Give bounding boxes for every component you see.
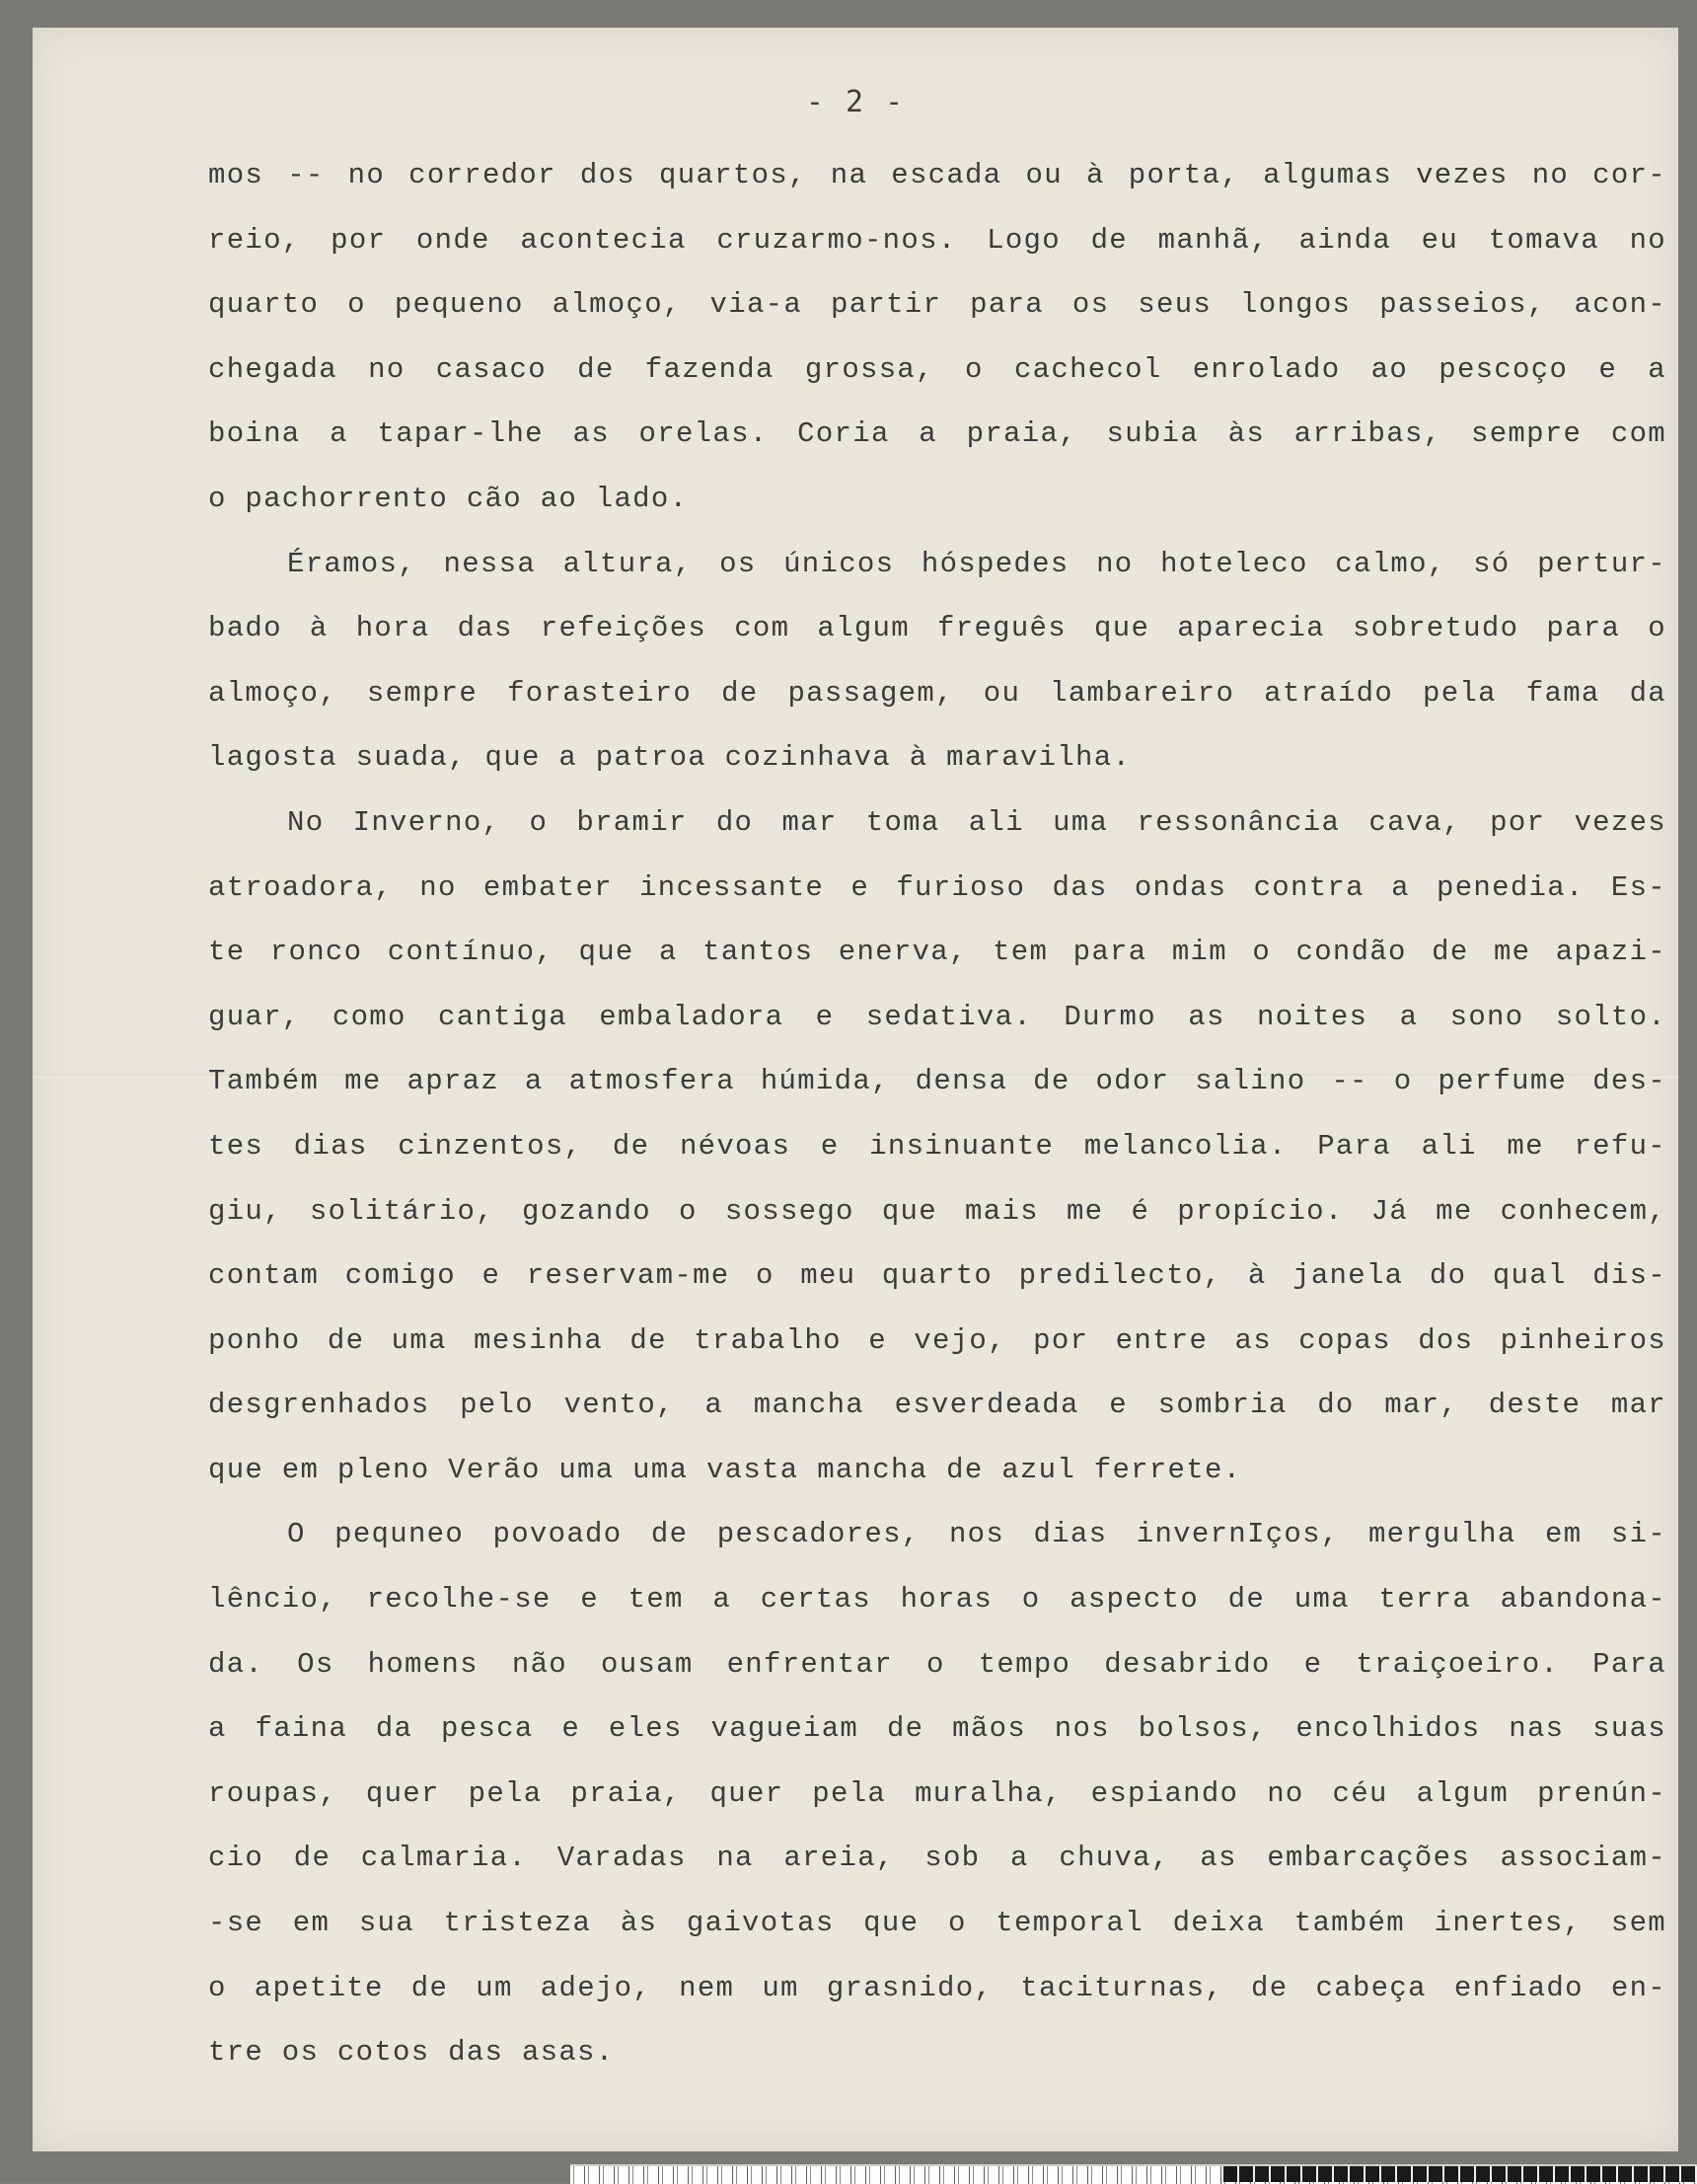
text-line: tes dias cinzentos, de névoas e insinuante melancolia. Para ali me refu-	[208, 1129, 1666, 1163]
text-line: roupas, quer pela praia, quer pela muralha, espiando no céu algum prenún-	[208, 1776, 1666, 1810]
text-line: a faina da pesca e eles vagueiam de mãos nos bolsos, encolhidos nas suas	[208, 1712, 1666, 1746]
text-line: chegada no casaco de fazenda grossa, o cachecol enrolado ao pescoço e a	[208, 352, 1666, 386]
text-line: contam comigo e reservam-me o meu quarto predilecto, à janela do qual dis-	[208, 1259, 1666, 1293]
text-line: te ronco contínuo, que a tantos enerva, tem para mim o condão de me apazi-	[208, 936, 1666, 969]
text-line: bado à hora das refeições com algum freguês que aparecia sobretudo para o	[208, 612, 1666, 645]
text-line: atroadora, no embater incessante e furioso das ondas contra a penedia. Es-	[208, 870, 1666, 904]
color-ruler	[1223, 2166, 1697, 2182]
text-line: -se em sua tristeza às gaivotas que o temporal deixa também inertes, sem	[208, 1907, 1666, 1940]
body-text	[208, 143, 1668, 2085]
text-line: quarto o pequeno almoço, via-a partir para os seus longos passeios, acon-	[208, 288, 1666, 322]
text-line: que em pleno Verão uma uma vasta mancha de azul ferrete.	[208, 1453, 1242, 1486]
text-line: O pequneo povoado de pescadores, nos dias invernIços, mergulha em si-	[287, 1518, 1666, 1551]
text-line: cio de calmaria. Varadas na areia, sob a chuva, as embarcações associam-	[208, 1842, 1666, 1875]
text-line: mos -- no corredor dos quartos, na escada ou à porta, algumas vezes no cor-	[208, 159, 1666, 191]
text-line: lagosta suada, que a patroa cozinhava à maravilha.	[208, 741, 1132, 775]
text-line: Éramos, nessa altura, os únicos hóspedes no hoteleco calmo, só pertur-	[287, 547, 1666, 580]
text-line: o apetite de um adejo, nem um grasnido, taciturnas, de cabeça enfiado en-	[208, 1971, 1666, 2004]
text-line: almoço, sempre forasteiro de passagem, ou lambareiro atraído pela fama da	[208, 676, 1666, 710]
text-line: tre os cotos das asas.	[208, 2036, 615, 2070]
text-line: giu, solitário, gozando o sossego que mais me é propício. Já me conhecem,	[208, 1194, 1666, 1228]
text-line: ponho de uma mesinha de trabalho e vejo, por entre as copas dos pinheiros	[208, 1323, 1666, 1357]
text-line: boina a tapar-lhe as orelas. Coria a praia, subia às arribas, sempre com	[208, 417, 1666, 451]
text-line: Também me apraz a atmosfera húmida, densa de odor salino -- o perfume des-	[208, 1065, 1666, 1098]
text-line: da. Os homens não ousam enfrentar o tempo desabrido e traiçoeiro. Para	[208, 1647, 1666, 1681]
text-line: lêncio, recolhe-se e tem a certas horas o aspecto de uma terra abandona-	[208, 1583, 1666, 1617]
text-line: guar, como cantiga embaladora e sedativa. Durmo as noites a sono solto.	[208, 1000, 1666, 1033]
text-line: o pachorrento cão ao lado.	[208, 482, 689, 515]
text-line: No Inverno, o bramir do mar toma ali uma ressonância cava, por vezes	[287, 805, 1666, 839]
text-line: desgrenhados pelo vento, a mancha esverdeada e sombria do mar, deste mar	[208, 1389, 1666, 1422]
text-line: reio, por onde acontecia cruzarmo-nos. Logo de manhã, ainda eu tomava no	[208, 223, 1666, 257]
page-number: - 2 -	[805, 85, 906, 119]
